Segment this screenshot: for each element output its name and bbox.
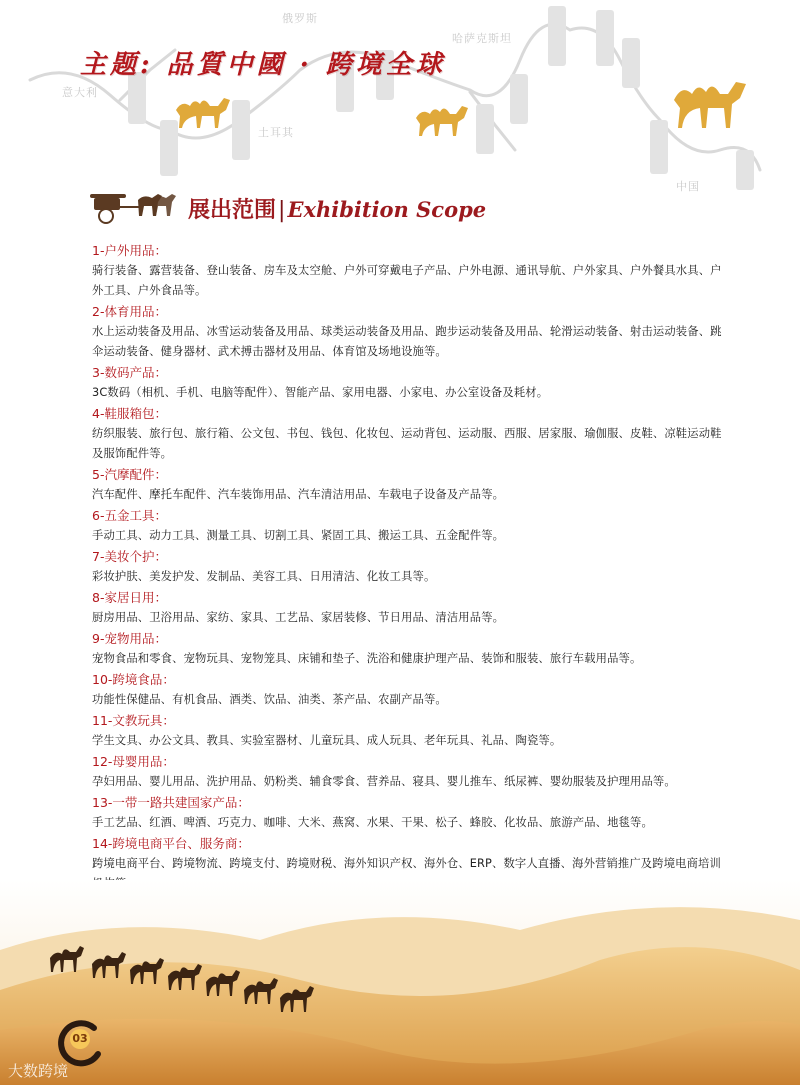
category-item [92,628,732,669]
category-description: 孕妇用品、婴儿用品、洗护用品、奶粉类、辅食零食、营养品、寝具、婴儿推车、纸尿裤、婴幼服装及护理用品等。 [92,775,676,788]
category-description: 3C数码（相机、手机、电脑等配件）、智能产品、家用电器、小家电、办公室设备及耗材。 [92,386,549,399]
category-description: 功能性保健品、有机食品、酒类、饮品、油类、茶产品、农副产品等。 [92,693,447,706]
map-label-china: 中国 [676,180,700,193]
category-description: 手工艺品、红酒、啤酒、巧克力、咖啡、大米、燕窝、水果、干果、松子、蜂胶、化妆品、旅游产品、地毯等。 [92,816,653,829]
category-title: 3-数码产品： [92,365,167,380]
category-title: 1-户外用品： [92,243,167,258]
category-item [92,669,732,710]
category-description: 跨境电商平台、跨境物流、跨境支付、跨境财税、海外知识产权、海外仓、ERP、数字人直播、海外营销推广及跨境电商培训 [92,857,721,870]
category-item [92,792,732,833]
category-item [92,240,732,301]
category-item [92,403,732,464]
section-title [188,193,486,224]
category-title: 9-宠物用品： [92,631,167,646]
map-label-russia: 俄罗斯 [282,12,318,25]
page-number: 03 [70,1029,90,1049]
category-title: 8-家居日用： [92,590,167,605]
map-label-kazakhstan: 哈萨克斯坦 [452,32,512,45]
category-description: 骑行装备、露营装备、登山装备、房车及太空舱、户外可穿戴电子产品、户外电源、通讯导航、户外家具、户外餐具水具、户外工具、户外食品等。 [92,264,722,297]
category-item [92,546,732,587]
watermark: 大数跨境 [8,1062,69,1080]
category-item [92,505,732,546]
category-description: 汽车配件、摩托车配件、汽车装饰用品、汽车清洁用品、车载电子设备及产品等。 [92,488,505,501]
category-description: 宠物食品和零食、宠物玩具、宠物笼具、床铺和垫子、洗浴和健康护理产品、装饰和服装、旅行车载用品等。 [92,652,642,665]
category-description: 厨房用品、卫浴用品、家纺、家具、工艺品、家居装修、节日用品、清洁用品等。 [92,611,505,624]
category-list [92,240,732,894]
category-title: 12-母婴用品： [92,754,175,769]
horse-chariot-icon [86,186,186,226]
section-title-cn: 展出范围 [188,198,277,223]
camel-silhouette-icon [172,88,242,132]
category-title: 13-一带一路共建国家产品： [92,795,250,810]
category-title: 2-体育用品： [92,304,167,319]
category-title: 5-汽摩配件： [92,467,167,482]
category-title: 7-美妆个护： [92,549,167,564]
camel-silhouette-icon [668,72,758,132]
category-item [92,301,732,362]
category-description: 水上运动装备及用品、冰雪运动装备及用品、球类运动装备及用品、跑步运动装备及用品、轮滑运动装备、射击运动装备、跳伞运动装备、健身器材、武术搏击器材及用品、体育馆及场地设施等。 [92,325,722,358]
category-title: 14-跨境电商平台、服务商： [92,836,250,851]
camel-silhouette-icon [412,98,478,138]
category-title: 6-五金工具： [92,508,167,523]
desert-caravan-illustration [0,880,800,1085]
category-item [92,587,732,628]
map-label-turkey: 土耳其 [258,126,294,139]
category-description: 纺织服装、旅行包、旅行箱、公文包、书包、钱包、化妆包、运动背包、运动服、西服、居家服、瑜伽服、皮鞋、凉鞋运动鞋及服饰配件等。 [92,427,722,460]
category-description: 学生文具、办公文具、教具、实验室器材、儿童玩具、成人玩具、老年玩具、礼品、陶瓷等。 [92,734,562,747]
section-title-separator: | [278,198,286,223]
category-item [92,362,732,403]
category-title: 11-文教玩具： [92,713,175,728]
category-description: 手动工具、动力工具、测量工具、切割工具、紧固工具、搬运工具、五金配件等。 [92,529,505,542]
theme-title: 主题: 品質中國 · 跨境全球 [80,50,446,80]
category-title: 10-跨境食品： [92,672,175,687]
section-heading [86,186,546,226]
category-item [92,464,732,505]
category-item [92,751,732,792]
category-description: 彩妆护肤、美发护发、发制品、美容工具、日用清洁、化妆工具等。 [92,570,436,583]
section-title-en: Exhibition Scope [287,197,487,222]
category-item [92,710,732,751]
map-label-italy: 意大利 [62,86,98,99]
category-title: 4-鞋服箱包： [92,406,167,421]
silk-road-map [0,0,800,193]
